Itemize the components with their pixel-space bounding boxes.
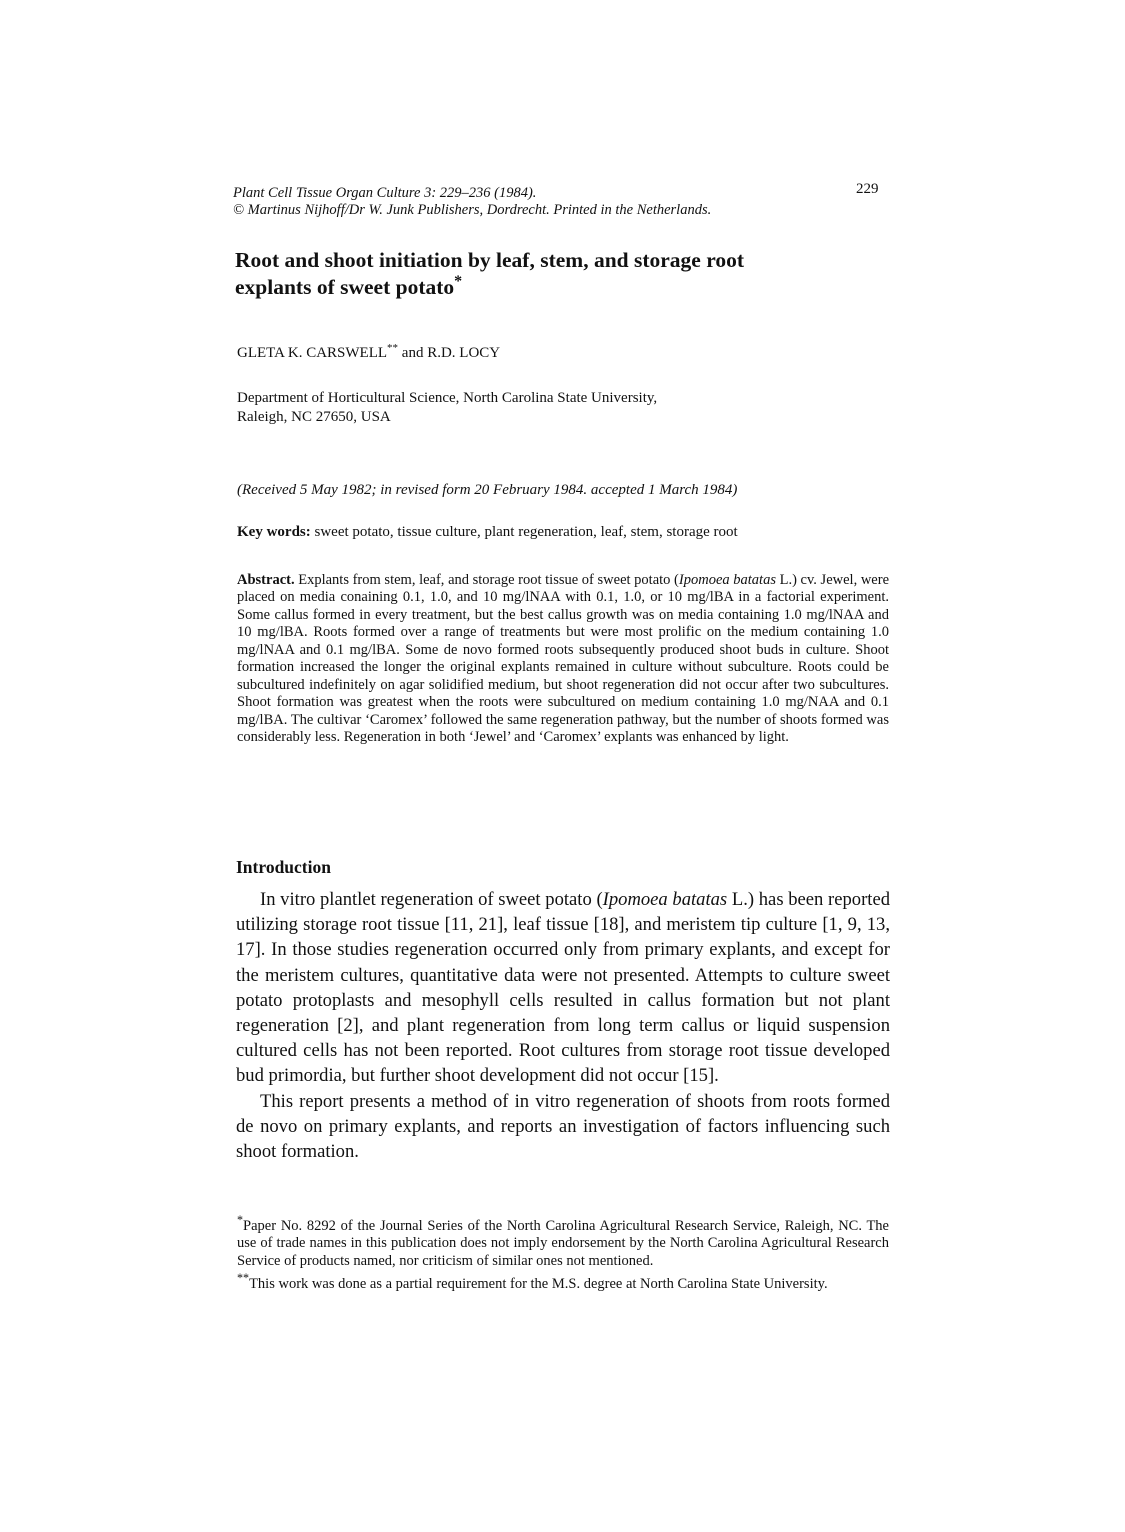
abstract <box>237 572 889 747</box>
author-1: GLETA K. CARSWELL <box>237 345 388 361</box>
title-line-1: Root and shoot initiation by leaf, stem, and storage root <box>235 248 745 272</box>
abstract-text-1: Explants from stem, leaf, and storage root tissue of sweet potato ( <box>294 572 679 588</box>
keywords-text: sweet potato, tissue culture, plant regeneration, leaf, stem, storage root <box>310 524 738 540</box>
title-line-2 <box>235 274 875 301</box>
introduction-paragraph-2: This report presents a method of in vitro regeneration of shoots from roots formed de novo on primary explants, and reports an investigation of factors influencing such shoot formation. <box>236 1090 890 1163</box>
introduction-body <box>236 887 890 1164</box>
abstract-species-name: Ipomoea batatas <box>678 572 776 588</box>
article-title <box>235 247 875 301</box>
abstract-text-2: L.) cv. Jewel, were placed on media conaining 0.1, 1.0, and 10 mg/lNAA with 0.1, 1.0, or 10 mg/lBA in a factorial experiment. Some callus formed in every treatment, but the best callus growth was on media containing 1.0 mg/lNAA and 10 mg/lBA. Roots formed over a range of treatments but were most prolific on the medium containing 1.0 mg/lNAA and 0.1 mg/lBA. Some de novo formed roots subsequently produced shoot buds in culture. Shoot formation increased the longer the original explants remained in culture without subculture. Roots could be subcultured indefinitely on agar solidified medium, but shoot regeneration did not occur after two subcultures. Shoot formation was greatest when the roots were subcultured on medium containing 1.0 mg/NAA and 0.1 mg/lBA. The cultivar ‘Caromex’ followed the same regeneration pathway, but the number of shoots formed was considerably less. Regeneration in both ‘Jewel’ and ‘Caromex’ explants was enhanced by light. <box>237 572 890 746</box>
page-number: 229 <box>856 181 879 197</box>
footnote-2-text: This work was done as a partial requirement for the M.S. degree at North Carolina State University. <box>249 1275 828 1292</box>
journal-citation <box>233 185 711 219</box>
footnote-2-marker: ** <box>237 1271 250 1286</box>
journal-line-2: © Martinus Nijhoff/Dr W. Junk Publishers, Dordrecht. Printed in the Netherlands. <box>233 202 712 218</box>
author-list <box>237 342 501 362</box>
abstract-label: Abstract. <box>237 572 295 588</box>
intro-p1-text-1: In vitro plantlet regeneration of sweet potato ( <box>260 889 603 910</box>
affiliation-line-1: Department of Horticultural Science, North Carolina State University, <box>237 390 658 406</box>
footnote-1-marker: * <box>237 1213 244 1227</box>
title-footnote-marker: * <box>454 272 463 290</box>
affiliation-line-2: Raleigh, NC 27650, USA <box>237 409 391 425</box>
received-dates: (Received 5 May 1982; in revised form 20 February 1984. accepted 1 March 1984) <box>237 482 738 498</box>
footnote-2 <box>237 1270 889 1293</box>
footnote-1 <box>237 1212 889 1270</box>
author-2: and R.D. LOCY <box>398 345 501 361</box>
affiliation <box>237 389 657 427</box>
footnotes <box>237 1212 889 1293</box>
author-1-footnote-marker: ** <box>387 342 399 354</box>
footnote-1-text: Paper No. 8292 of the Journal Series of the North Carolina Agricultural Research Service, Raleigh, NC. The use of trade names in this publication does not imply endorsement by the North Carolina Agricultural Research Service of products named, nor criticism of similar ones not mentioned. <box>237 1217 889 1269</box>
keywords <box>237 524 738 541</box>
intro-species-name: Ipomoea batatas <box>602 889 728 910</box>
title-line-2-text: explants of sweet potato <box>235 275 455 299</box>
introduction-heading: Introduction <box>236 857 331 877</box>
journal-line-1: Plant Cell Tissue Organ Culture 3: 229–236 (1984). <box>233 185 537 201</box>
keywords-label: Key words: <box>237 524 311 540</box>
introduction-paragraph-1 <box>236 887 890 1089</box>
intro-p1-text-2: L.) has been reported utilizing storage root tissue [11, 21], leaf tissue [18], and meristem tip culture [1, 9, 13, 17]. In those studies regeneration occurred only from primary explants, and except for the meristem cultures, quantitative data were not presented. Attempts to culture sweet potato protoplasts and mesophyll cells resulted in callus formation but not plant regeneration [2], and plant regeneration from long term callus or liquid suspension cultured cells has not been reported. Root cultures from storage root tissue developed bud primordia, but further shoot development did not occur [15]. <box>236 889 890 1087</box>
